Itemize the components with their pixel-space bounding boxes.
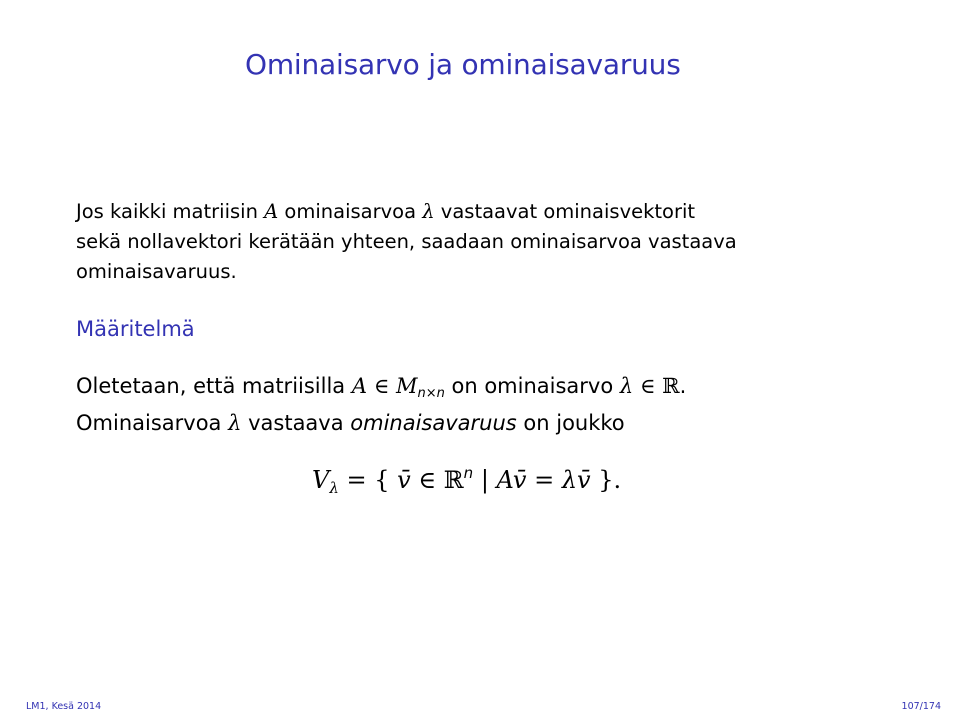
definition-title: Määritelmä	[76, 317, 195, 341]
matrix-symbol: A	[351, 374, 368, 398]
matrix-symbol: A	[264, 200, 279, 223]
formula-lambda: λ	[561, 466, 578, 494]
formula-lambda-subscript: λ	[329, 479, 339, 497]
formula-v-bar: v̄	[512, 466, 527, 494]
formula-equals: =	[526, 466, 562, 494]
lambda-symbol: λ	[228, 411, 242, 435]
element-of-symbol: ∈	[367, 374, 396, 398]
formula-close: }.	[590, 466, 622, 494]
lambda-symbol: λ	[619, 374, 634, 398]
footer-page-number: 107/174	[901, 701, 941, 712]
slide-title: Ominaisarvo ja ominaisavaruus	[245, 48, 681, 81]
definition-line-2	[76, 405, 686, 442]
definition-line-1	[76, 368, 686, 405]
formula-A: A	[496, 466, 513, 494]
footer-course-label: LM1, Kesä 2014	[26, 701, 102, 712]
matrix-size-subscript: n×n	[417, 386, 445, 401]
intro-line-2: sekä nollavektori kerätään yhteen, saadaan ominaisarvoa vastaava	[76, 230, 737, 253]
def-text-d: vastaava	[241, 411, 351, 435]
formula-v-bar: v̄	[397, 466, 411, 494]
footer	[0, 699, 960, 718]
def-period: .	[679, 374, 687, 398]
defined-term: ominaisavaruus	[350, 411, 517, 435]
intro-text-c: vastaavat ominaisvektorit	[434, 200, 696, 223]
formula-V: V	[312, 466, 330, 494]
intro-line-3: ominaisavaruus.	[76, 260, 237, 283]
intro-line-1	[76, 197, 896, 227]
intro-paragraph	[76, 197, 896, 287]
formula-element-of: ∈	[410, 466, 444, 494]
reals-symbol: ℝ	[662, 374, 680, 398]
matrix-space-symbol: M	[395, 374, 418, 398]
formula-exponent-n: n	[463, 464, 474, 482]
eigenspace-formula	[312, 464, 622, 497]
def-text-a: Oletetaan, että matriisilla	[76, 374, 352, 398]
formula-v-bar: v̄	[577, 466, 591, 494]
def-text-b: on ominaisarvo	[444, 374, 620, 398]
definition-body	[76, 368, 686, 442]
def-text-c: Ominaisarvoa	[76, 411, 229, 435]
formula-such-that-bar: |	[473, 466, 497, 494]
lambda-symbol: λ	[422, 200, 435, 223]
formula-reals: ℝ	[443, 466, 464, 494]
formula-eq-open: = {	[338, 466, 398, 494]
intro-text-b: ominaisarvoa	[278, 200, 423, 223]
element-of-symbol: ∈	[633, 374, 663, 398]
intro-text-a: Jos kaikki matriisin	[76, 200, 265, 223]
def-text-e: on joukko	[516, 411, 625, 435]
